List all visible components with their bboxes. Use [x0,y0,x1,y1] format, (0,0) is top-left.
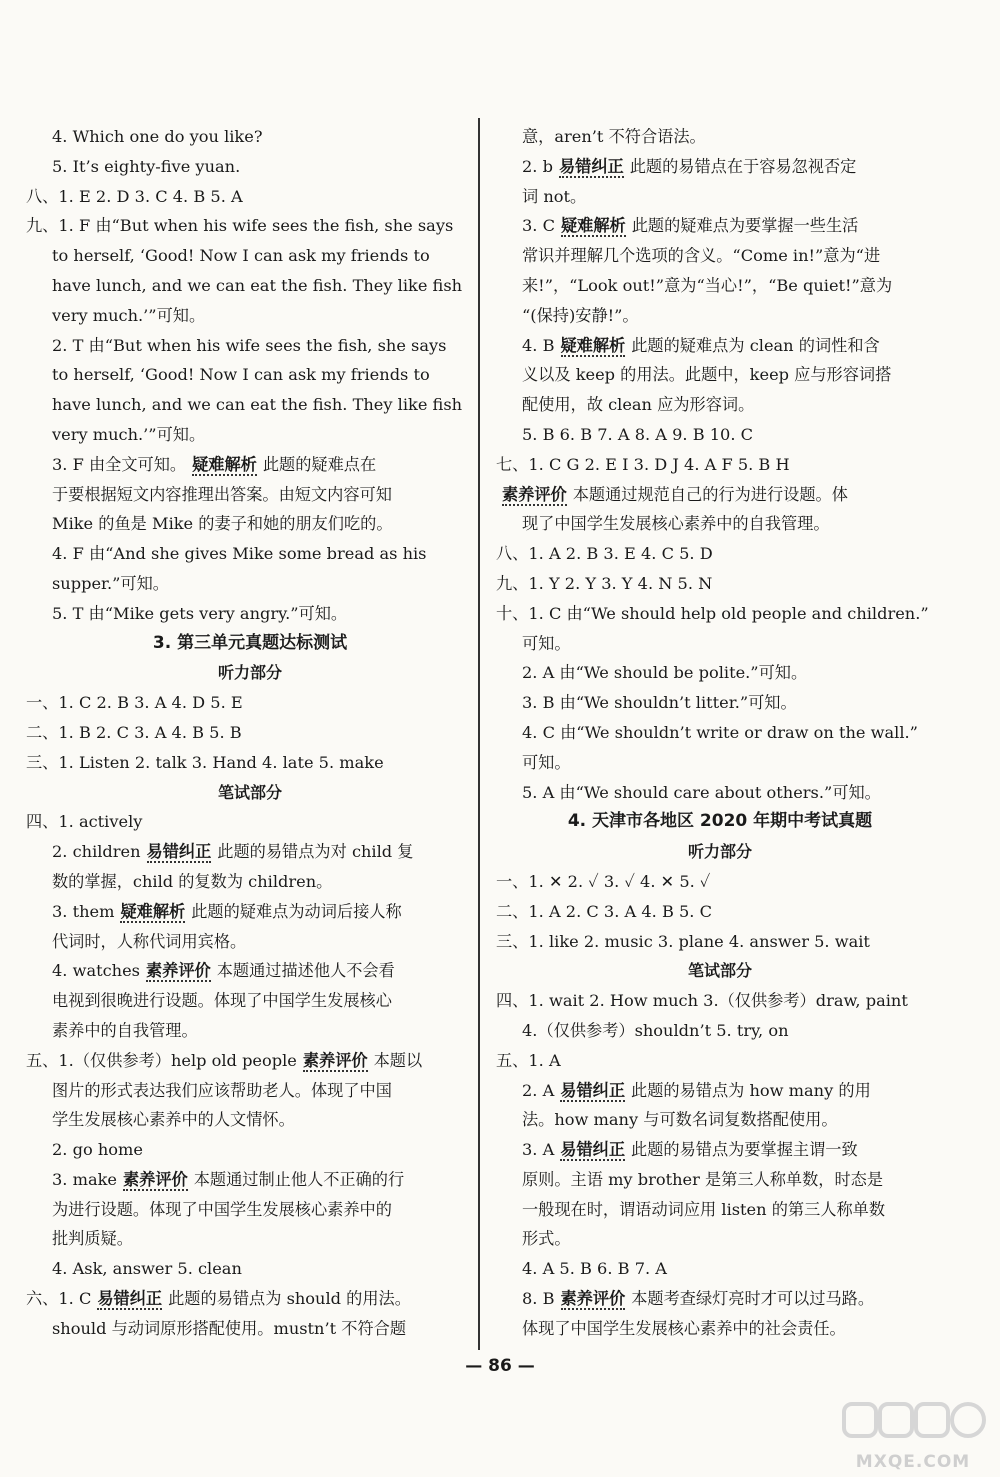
answer-line [26,1135,474,1165]
answer-text: 图片的形式表达我们应该帮助老人。体现了中国 [52,1080,392,1100]
answer-line [26,569,474,599]
answer-text: 八、1. A 2. B 3. E 4. C 5. D [496,544,713,564]
answer-text: 可知。 [522,752,571,772]
watermark-logo [838,1400,988,1472]
answer-text: 意，aren’t 不符合语法。 [522,127,706,146]
note-tag: 易错纠正 [560,1080,626,1100]
note-tag: 易错纠正 [558,156,624,176]
answer-text: 3. C [522,216,555,236]
answer-line [26,152,474,182]
answer-line [496,599,944,629]
answer-line [496,1165,944,1195]
answer-line [26,867,474,897]
answer-line [26,1076,474,1106]
answer-line [496,986,944,1016]
answer-line [496,152,944,182]
answer-text: 4. A 5. B 6. B 7. A [522,1259,667,1279]
note-text: 本题以 [373,1050,423,1070]
answer-line [26,480,474,510]
answer-text: 二、1. A 2. C 3. A 4. B 5. C [496,901,712,921]
answer-line [496,122,944,152]
answer-text: to herself, ‘Good! Now I can ask my friends to [52,365,430,385]
answer-line [496,1076,944,1106]
answer-line [496,688,944,718]
answer-line [26,956,474,986]
answer-text: have lunch, and we can eat the fish. They like fish [52,395,463,415]
answer-text: 九、1. F 由“But when his wife sees the fish, she says [26,216,454,236]
column-divider [478,118,480,1350]
answer-text: 听力部分 [687,842,752,862]
right-column [496,122,944,1344]
answer-line [26,241,474,271]
answer-line [26,450,474,480]
note-text: 此题的易错点为要掌握主谓一致 [631,1140,858,1160]
answer-text: have lunch, and we can eat the fish. They like fish [52,275,463,295]
answer-line [496,450,944,480]
answer-text: 为进行设题。体现了中国学生发展核心素养中的 [52,1199,392,1219]
answer-text: 七、1. C G 2. E I 3. D J 4. A F 5. B H [496,454,790,474]
answer-line [26,360,474,390]
answer-line [496,271,944,301]
answer-text: to herself, ‘Good! Now I can ask my friends to [52,246,430,266]
answer-text: supper.”可知。 [52,573,169,593]
answer-text: 于要根据短文内容推理出答案。由短文内容可知 [52,484,392,504]
answer-line [26,1195,474,1225]
answer-line [496,1046,944,1076]
answer-text: 5. B 6. B 7. A 8. A 9. B 10. C [522,424,754,444]
answer-text: 现了中国学生发展核心素养中的自我管理。 [522,514,830,534]
answer-text: 配使用，故 clean 应为形容词。 [522,395,755,415]
section-heading [26,629,474,659]
note-text: 本题通过制止他人不正确的行 [193,1169,405,1189]
answer-text: 听力部分 [217,663,282,683]
answer-line [496,390,944,420]
answer-line [26,1105,474,1135]
note-tag: 易错纠正 [146,842,212,862]
note-tag: 易错纠正 [97,1289,163,1309]
answer-line [496,1224,944,1254]
answer-text: 4. Ask, answer 5. clean [52,1259,242,1279]
answer-text: 常识并理解几个选项的含义。“Come in!”意为“进 [522,246,881,266]
answer-line [26,509,474,539]
answer-text: 3. A [522,1140,555,1160]
answer-text: 笔试部分 [217,782,282,802]
section-subheading [26,778,474,808]
answer-text: 2. T 由“But when his wife sees the fish, she says [52,335,447,355]
note-tag: 疑难解析 [560,335,626,355]
note-text: 本题通过描述他人不会看 [216,961,395,981]
answer-line [496,182,944,212]
answer-line [496,1254,944,1284]
answer-text: 三、1. Listen 2. talk 3. Hand 4. late 5. make [26,752,384,772]
answer-line [496,897,944,927]
answer-line [496,1105,944,1135]
answer-text: 形式。 [522,1229,571,1249]
note-tag: 疑难解析 [192,454,257,474]
answer-line [496,1284,944,1314]
answer-text: 4. F 由“And she gives Mike some bread as his [52,544,427,564]
page-number: — 86 — [465,1356,535,1376]
answer-text: 素养中的自我管理。 [52,1020,198,1040]
answer-text: 3. make [52,1169,117,1189]
answer-text: 原则。主语 my brother 是第三人称单数，时态是 [522,1169,884,1189]
note-text: 本题通过规范自己的行为进行设题。体 [572,484,848,504]
answer-text: should 与动词原形搭配使用。mustn’t 不符合题 [52,1318,407,1338]
answer-line [496,539,944,569]
answer-line [496,301,944,331]
answer-line [496,658,944,688]
note-text: 此题的易错点为 should 的用法。 [168,1289,411,1309]
answer-text: very much.’”可知。 [52,305,206,325]
answer-line [26,1284,474,1314]
note-text: 此题的疑难点为 clean 的词性和含 [631,335,880,355]
answer-text: 一、1. ✕ 2. ✓ 3. ✓ 4. ✕ 5. ✓ [496,871,711,891]
answer-text: 十、1. C 由“We should help old people and children.” [496,603,929,623]
note-tag: 疑难解析 [560,216,626,236]
answer-line [26,301,474,331]
answer-line [496,629,944,659]
answer-text: 5. A 由“We should care about others.”可知。 [522,782,881,802]
answer-text: 法。how many 与可数名词复数搭配使用。 [522,1110,838,1130]
answer-text: 一、1. C 2. B 3. A 4. D 5. E [26,693,243,713]
section-subheading [496,956,944,986]
answer-text: 3. 第三单元真题达标测试 [152,632,348,653]
note-tag: 易错纠正 [560,1140,626,1160]
answer-line [496,420,944,450]
answer-text: 笔试部分 [687,961,752,981]
answer-text: 批判质疑。 [52,1229,133,1249]
answer-text: 4.（仅供参考）shouldn’t 5. try, on [522,1020,789,1040]
answer-line [26,1046,474,1076]
answer-line [26,1016,474,1046]
answer-text: 四、1. actively [26,812,143,832]
answer-text: “(保持)安静!”。 [522,305,639,325]
answer-line [26,271,474,301]
answer-line [26,331,474,361]
section-subheading [26,658,474,688]
answer-line [496,241,944,271]
answer-line [26,182,474,212]
answer-text: 2. b [522,156,553,176]
answer-line [496,1016,944,1046]
answer-text: 二、1. B 2. C 3. A 4. B 5. B [26,722,242,742]
answer-line [496,867,944,897]
answer-text: 义以及 keep 的用法。此题中，keep 应与形容词搭 [522,365,892,385]
answer-line [496,509,944,539]
answer-line [496,1314,944,1344]
answer-line [26,1254,474,1284]
answer-line [26,599,474,629]
answer-line [26,211,474,241]
answer-text: 六、1. C [26,1289,92,1309]
answer-text: 3. them [52,901,115,921]
answer-line [496,211,944,241]
left-column [26,122,474,1344]
answer-text: 词 not。 [522,186,587,206]
answer-text: 5. It’s eighty-five yuan. [52,156,241,176]
answer-text: 代词时，人称代词用宾格。 [52,931,247,951]
note-text: 此题的易错点在于容易忽视否定 [629,156,857,176]
answer-text: very much.’”可知。 [52,424,206,444]
answer-text: 一般现在时，谓语动词应用 listen 的第三人称单数 [522,1199,886,1219]
answer-line [26,986,474,1016]
answer-text: Mike 的鱼是 Mike 的妻子和她的朋友们吃的。 [52,514,393,534]
answer-line [26,927,474,957]
note-text: 此题的疑难点为动词后接人称 [191,901,402,921]
answer-text: 3. B 由“We shouldn’t litter.”可知。 [522,693,797,713]
answer-line [496,569,944,599]
watermark-text: MXQE.COM [855,1452,971,1472]
answer-line [496,1195,944,1225]
answer-text: 2. go home [52,1140,143,1160]
answer-line [26,718,474,748]
answer-line [26,688,474,718]
answer-line [496,360,944,390]
answer-text: 4. 天津市各地区 2020 年期中考试真题 [567,811,873,832]
note-tag: 素养评价 [560,1289,626,1309]
answer-text: 3. F 由全文可知。 [52,454,187,474]
answer-text: 5. T 由“Mike gets very angry.”可知。 [52,603,348,623]
note-text: 此题的易错点为对 child 复 [217,842,414,862]
answer-text: 五、1.（仅供参考）help old people [26,1050,297,1070]
answer-text: 数的掌握，child 的复数为 children。 [52,871,333,891]
answer-line [26,897,474,927]
answer-text: 来!”，“Look out!”意为“当心!”，“Be quiet!”意为 [522,275,893,295]
answer-line [26,807,474,837]
answer-text: 四、1. wait 2. How much 3.（仅供参考）draw, paint [496,991,908,1011]
answer-text: 4. Which one do you like? [52,127,263,146]
answer-text: 8. B [522,1289,555,1309]
answer-line [26,122,474,152]
section-heading [496,807,944,837]
answer-text: 九、1. Y 2. Y 3. Y 4. N 5. N [496,573,713,593]
section-subheading [496,837,944,867]
answer-line [26,1314,474,1344]
note-tag: 疑难解析 [120,901,186,921]
note-tag: 素养评价 [145,961,211,981]
answer-line [496,778,944,808]
answer-line [496,480,944,510]
answer-line [496,1135,944,1165]
answer-line [26,539,474,569]
answer-line [496,927,944,957]
answer-line [26,748,474,778]
note-tag: 素养评价 [502,484,567,504]
answer-text: 学生发展核心素养中的人文情怀。 [52,1110,295,1130]
answer-text: 电视到很晚进行设题。体现了中国学生发展核心 [52,991,392,1011]
answer-text: 4. C 由“We shouldn’t write or draw on the wall.” [522,722,918,742]
answer-text: 4. B [522,335,555,355]
answer-line [496,748,944,778]
note-text: 此题的易错点为 how many 的用 [631,1080,871,1100]
note-text: 此题的疑难点在 [262,454,377,474]
answer-text: 三、1. like 2. music 3. plane 4. answer 5. wait [496,931,870,951]
answer-line [26,390,474,420]
answer-text: 五、1. A [496,1050,561,1070]
answer-line [26,420,474,450]
answer-text: 体现了中国学生发展核心素养中的社会责任。 [522,1318,846,1338]
answer-text: 2. children [52,842,141,862]
answer-line [26,1165,474,1195]
answer-text: 4. watches [52,961,140,981]
answer-line [26,837,474,867]
answer-text: 2. A [522,1080,555,1100]
answer-text: 2. A 由“We should be polite.”可知。 [522,663,808,683]
answer-text: 可知。 [522,633,571,653]
note-tag: 素养评价 [122,1169,188,1189]
answer-line [496,331,944,361]
watermark-stamp-icon [838,1400,988,1452]
answer-text: 八、1. E 2. D 3. C 4. B 5. A [26,186,243,206]
note-text: 此题的疑难点为要掌握一些生活 [631,216,859,236]
answer-line [496,718,944,748]
answer-line [26,1224,474,1254]
note-tag: 素养评价 [302,1050,368,1070]
note-text: 本题考查绿灯亮时才可以过马路。 [631,1289,875,1309]
